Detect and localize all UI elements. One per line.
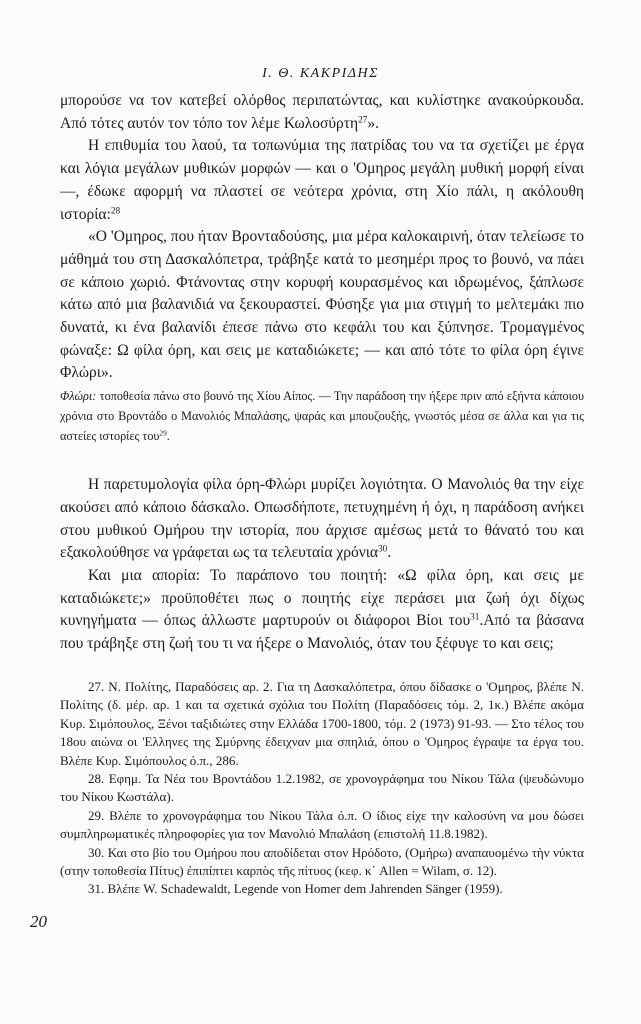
- running-head: I. Θ. ΚΑΚΡΙΔΗΣ: [262, 66, 379, 81]
- footnote-ref-28: 28: [110, 205, 121, 216]
- paragraph-1: [60, 90, 584, 135]
- footnote-ref-31: 31: [470, 612, 480, 623]
- paragraph-2: [60, 135, 584, 226]
- footnote-ref-30: 30: [378, 544, 388, 555]
- footnote-30: 30. Και στο βίο του Ομήρου που αποδίδεται στον Ηρόδοτο, (Ομήρω) αναπαυομένω τὴν νύκτα (στην τοποθεσία Πίτυς) ἐπιπίπτει καρπὸς τῆς πίτυος (κεφ. κ΄ Allen = Wilam, σ. 12).: [60, 844, 584, 879]
- inline-note-tail: .: [166, 429, 170, 444]
- paragraph-1-text: μπορούσε να τον κατεβεί ολόρθος περιπατώντας, και κυλίστηκε ανακούρκουδα. Από τότες αυτόν τον τόπο τον λέμε Κωλοσύρτη: [60, 92, 584, 132]
- paragraph-1-tail: ».: [367, 114, 380, 132]
- paragraph-5-tail: .Από τα βάσανα που τράβηξε στη ζωή του τι να ήξερε ο Μανολιός, όταν του ξέφυγε το και σεις;: [60, 612, 585, 653]
- paragraph-4-tail: .: [387, 544, 392, 562]
- footnote-31: 31. Βλέπε W. Schadewaldt, Legende von Homer dem Jahrenden Sänger (1959).: [88, 881, 503, 897]
- inline-note-label: Φλώρι:: [60, 389, 97, 404]
- footnote-ref-27: 27: [358, 115, 368, 126]
- paragraph-4-text: Η παρετυμολογία φίλα όρη-Φλώρι μυρίζει λογιότητα. Ο Μανολιός θα την είχε ακούσει από κάποιο δάσκαλο. Οπωσδήποτε, πετυχημένη ή όχι, η παράδοση ανήκει στου μυθικού Ομήρου την ιστορία, που άρχισε αμέσως μετά το θάνατό του και εξακολούθησε να γράφεται ως τα τελευταία χρόνια: [60, 476, 584, 562]
- paragraph-5: [60, 565, 584, 656]
- paragraph-4: [60, 474, 584, 565]
- paragraph-2-text: Η επιθυμία του λαού, τα τοπωνύμια της πατρίδας του να τα σχετίζει με έργα και λόγια μεγάλων μυθικών μορφών — και ο 'Ομηρος μεγάλη μυθική μορφή είναι —, έδωκε αφορμή να πλαστεί σε νεότερα χρόνια, στη Χίο πάλι, η ακόλουθη ιστορία:: [60, 137, 584, 223]
- paragraph-5-text: Και μια απορία: Το παράπονο του ποιητή: «Ω φίλα όρη, και σεις με καταδιώκετε;» προϋποθέτει πως ο ποιητής είχε περάσει μια ζωή όχι δίχως κυνηγήματα — όπως άλλωστε μαρτυρούν οι διάφοροι Βίοι του: [60, 566, 584, 630]
- inline-note: [60, 386, 584, 446]
- footnote-28: 28. Εφημ. Τα Νέα του Βροντάδου 1.2.1982, σε χρονογράφημα του Νίκου Τάλα (ψευδώνυμο του Νίκου Κωστάλα).: [60, 771, 584, 805]
- inline-note-text: τοποθεσία πάνω στο βουνό της Χίου Αίπος. — Την παράδοση την ήξερε πριν από εξήντα κάποιου χρόνια στο Βροντάδο ο Μανολιός Μπαλάσης, ψαράς και μπουζουξής, γνωστός μέσα σε άλλα και για τις αστείες ιστορίες του: [60, 389, 585, 444]
- page-number: 20: [30, 912, 47, 931]
- paragraph-3-quote: [60, 226, 584, 385]
- footnote-ref-29: 29: [159, 428, 167, 438]
- footnotes: [60, 678, 584, 899]
- footnote-27: 27. Ν. Πολίτης, Παραδόσεις αρ. 2. Για τη Δασκαλόπετρα, όπου δίδασκε ο 'Ομηρος, βλέπε Ν. Πολίτης (δ. μέρ. αρ. 1 και τα σχετικά σχόλια του Πολίτη (Παραδόσεις τόμ. 2, 1κ.) Βλέπε ακόμα Κυρ. Σιμόπουλος, Ξένοι ταξιδιώτες στην Ελλάδα 1700-1800, τόμ. 2 (1973) 91-93. — Στο τέλος του 18ου αιώνα οι 'Ελληνες της Σμύρνης έδειχναν μια σπηλιά, όπου ο 'Ομηρος έγραψε τα έργα του. Βλέπε Κυρ. Σιμόπουλος ό.π., 286.: [60, 679, 584, 768]
- body-text: [60, 90, 584, 656]
- footnote-29: 29. Βλέπε το χρονογράφημα του Νίκου Τάλα ό.π. Ο ίδιος είχε την καλοσύνη να μου δώσει συμπληρωματικές πληροφορίες για τον Μανολιό Μπαλάση (επιστολή 11.8.1982).: [60, 807, 584, 842]
- paragraph-3-text: «Ο 'Ομηρος, που ήταν Βρονταδούσης, μια μέρα καλοκαιρινή, όταν τελείωσε το μάθημά του στη Δασκαλόπετρα, τράβηξε κατά το μεσημέρι προς το βουνό, να πάει σε κάποιο χωριό. Φτάνοντας στην κορυφή κουρασμένος και ιδρωμένος, ξάπλωσε κάτω από μια βαλανιδιά να ξεκουραστεί. Φύσηξε για μια στιγμή το μελτεμάκι πιο δυνατά, κι ένα βαλανίδι έπεσε πάνω στο κεφάλι του και ξύπνησε. Τρομαγμένος φώναξε: Ω φίλα όρη, και σεις με καταδιώκετε; — και από τότε το φίλα όρη έγινε Φλώρι».: [60, 228, 584, 382]
